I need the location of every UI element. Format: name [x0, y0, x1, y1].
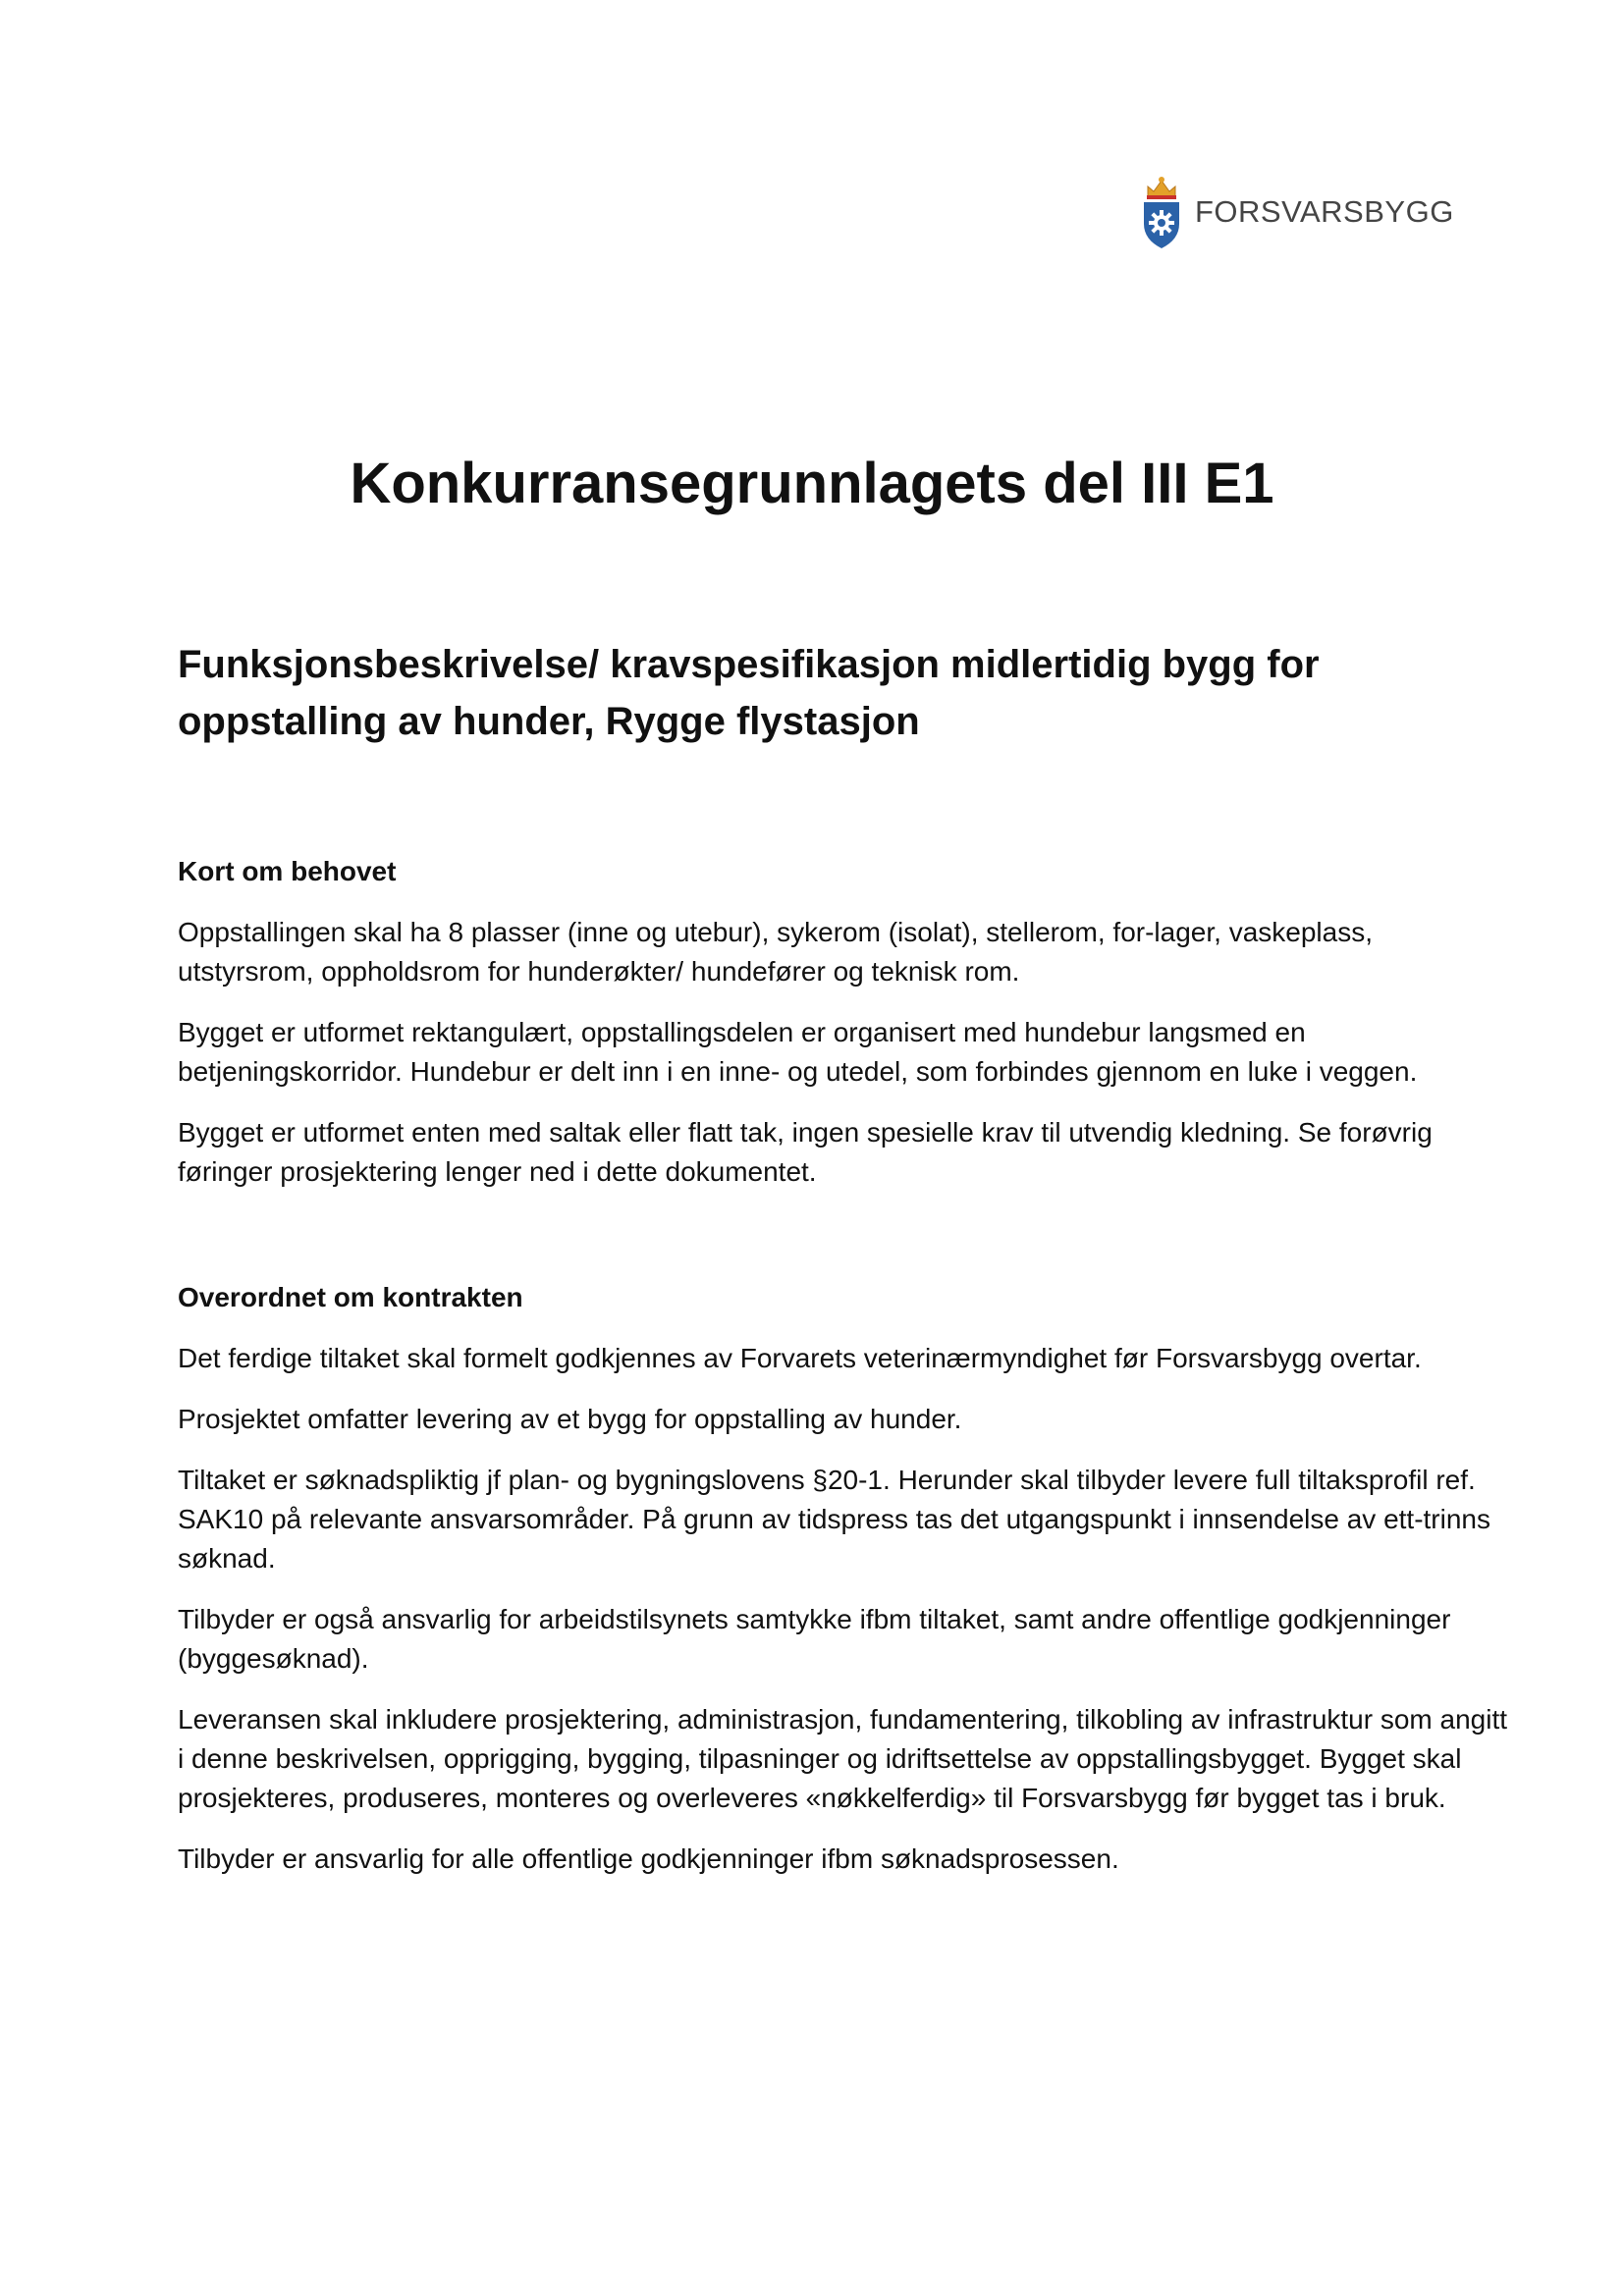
- section-overordnet-om-kontrakten: [178, 1278, 1513, 1900]
- paragraph: Oppstallingen skal ha 8 plasser (inne og utebur), sykerom (isolat), stellerom, for-lager, vaskeplass, utstyrsrom, oppholdsrom for hunderøkter/ hundefører og teknisk rom.: [178, 917, 1373, 987]
- logo-wordmark: FORSVARSBYGG: [1195, 194, 1454, 229]
- section-heading: Kort om behovet: [178, 856, 397, 886]
- shield-crown-icon: [1142, 175, 1181, 249]
- paragraph: Prosjektet omfatter levering av et bygg for oppstalling av hunder.: [178, 1404, 962, 1434]
- paragraph: Bygget er utformet rektangulært, oppstallingsdelen er organisert med hundebur langsmed en betjeningskorridor. Hundebur er delt inn i en inne- og utedel, som forbindes gjennom en luke i veggen.: [178, 1017, 1418, 1087]
- paragraph: Bygget er utformet enten med saltak eller flatt tak, ingen spesielle krav til utvendig kledning. Se forøvrig føringer prosjektering lenger ned i dette dokumentet.: [178, 1117, 1433, 1187]
- paragraph: Det ferdige tiltaket skal formelt godkjennes av Forvarets veterinærmyndighet før Forsvarsbygg overtar.: [178, 1343, 1422, 1373]
- section-kort-om-behovet: [178, 852, 1513, 1213]
- paragraph: Tilbyder er også ansvarlig for arbeidstilsynets samtykke ifbm tiltaket, samt andre offentlige godkjenninger (byggesøknad).: [178, 1604, 1451, 1674]
- document-subtitle: Funksjonsbeskrivelse/ kravspesifikasjon midlertidig bygg for oppstalling av hunder, Rygge flystasjon: [178, 643, 1320, 743]
- forsvarsbygg-logo: [1142, 175, 1454, 249]
- paragraph: Leveransen skal inkludere prosjektering, administrasjon, fundamentering, tilkobling av infrastruktur som angitt i denne beskrivelsen, opprigging, bygging, tilpasninger og idriftsettelse av oppstallingsbygget. Bygget skal prosjekteres, produseres, monteres og overleveres «nøkkelferdig» til Forsvarsbygg før bygget tas i bruk.: [178, 1704, 1508, 1813]
- section-heading: Overordnet om kontrakten: [178, 1282, 523, 1312]
- paragraph: Tilbyder er ansvarlig for alle offentlige godkjenninger ifbm søknadsprosessen.: [178, 1843, 1119, 1874]
- document-title: Konkurransegrunnlagets del III E1: [350, 452, 1274, 515]
- paragraph: Tiltaket er søknadspliktig jf plan- og bygningslovens §20-1. Herunder skal tilbyder levere full tiltaksprofil ref. SAK10 på relevante ansvarsområder. På grunn av tidspress tas det utgangspunkt i innsendelse av ett-trinns søknad.: [178, 1465, 1490, 1574]
